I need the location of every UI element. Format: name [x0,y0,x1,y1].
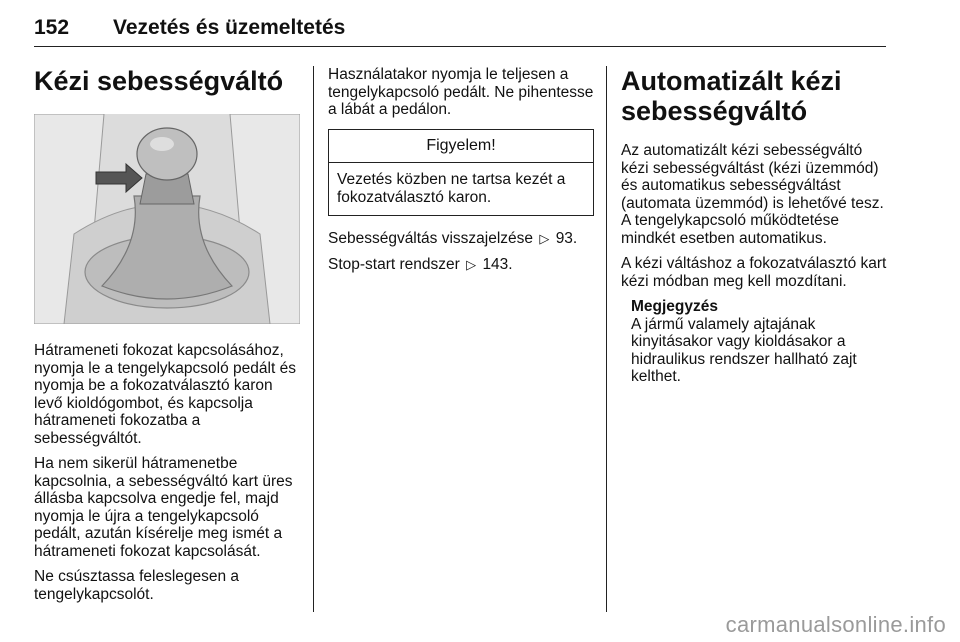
column-manual-transmission [34,66,300,611]
note-title: Megjegyzés [631,298,719,315]
paragraph: Az automatizált kézi sebességváltó kézi sebességváltást (kézi üzemmód) és automatikus sebességváltást (automata üzemmód) is lehetővé tesz. A tengelykapcsoló működtetése mindkét esetben automatikus. [621,142,884,247]
paragraph: Használatakor nyomja le teljesen a tengelykapcsoló pedált. Ne pihentesse a lábát a pedálon. [328,66,594,118]
note-block [631,298,889,386]
page-number: 152 [34,16,70,39]
page-reference-icon: ▷ [466,256,477,272]
column-automated-manual [621,66,889,386]
column-divider [606,66,607,612]
column-clutch [328,66,594,281]
note-text: A jármű valamely ajtajának kinyitásakor vagy kioldásakor a hidraulikus rendszer hallható zajt kelthet. [631,315,857,385]
page-reference-icon: ▷ [539,231,550,246]
gear-lever-illustration [34,114,300,324]
section-heading: Automatizált kézi sebességváltó [621,66,842,126]
paragraph: Ha nem sikerül hátramenetbe kapcsolnia, a sebességváltó kart üres állásba kapcsolva engedje fel, majd nyomja le újra a tengelykapcsoló pedált, azután kísérelje meg ismét a hátrameneti fokozat kapcsolását. [34,455,293,560]
section-heading: Kézi sebességváltó [34,66,284,96]
paragraph: Ne csúsztassa feleslegesen a tengelykapcsolót. [34,568,240,603]
watermark: carmanualsonline.info [725,612,946,637]
gear-lever-icon [34,114,300,324]
reference-page: 93. [555,230,578,247]
reference-text: Sebességváltás visszajelzése [328,230,534,247]
paragraph: Hátrameneti fokozat kapcsolásához, nyomja le a tengelykapcsoló pedált és nyomja be a fokozatválasztó karon levő kioldógombot, és kapcsolja hátrameneti fokozatba a sebességváltót. [34,342,296,447]
column-divider [313,66,314,612]
warning-title: Figyelem! [329,130,593,164]
header-rule [34,46,886,47]
section-title: Vezetés és üzemeltetés [113,16,346,39]
reference-page: 143. [482,255,513,273]
warning-text: Vezetés közben ne tartsa kezét a fokozatválasztó karon. [337,171,566,206]
warning-box [328,129,594,217]
paragraph: A kézi váltáshoz a fokozatválasztó kart kézi módban meg kell mozdítani. [621,255,887,290]
cross-reference [328,230,594,248]
reference-text: Stop-start rendszer [328,255,460,273]
cross-reference [328,256,594,274]
